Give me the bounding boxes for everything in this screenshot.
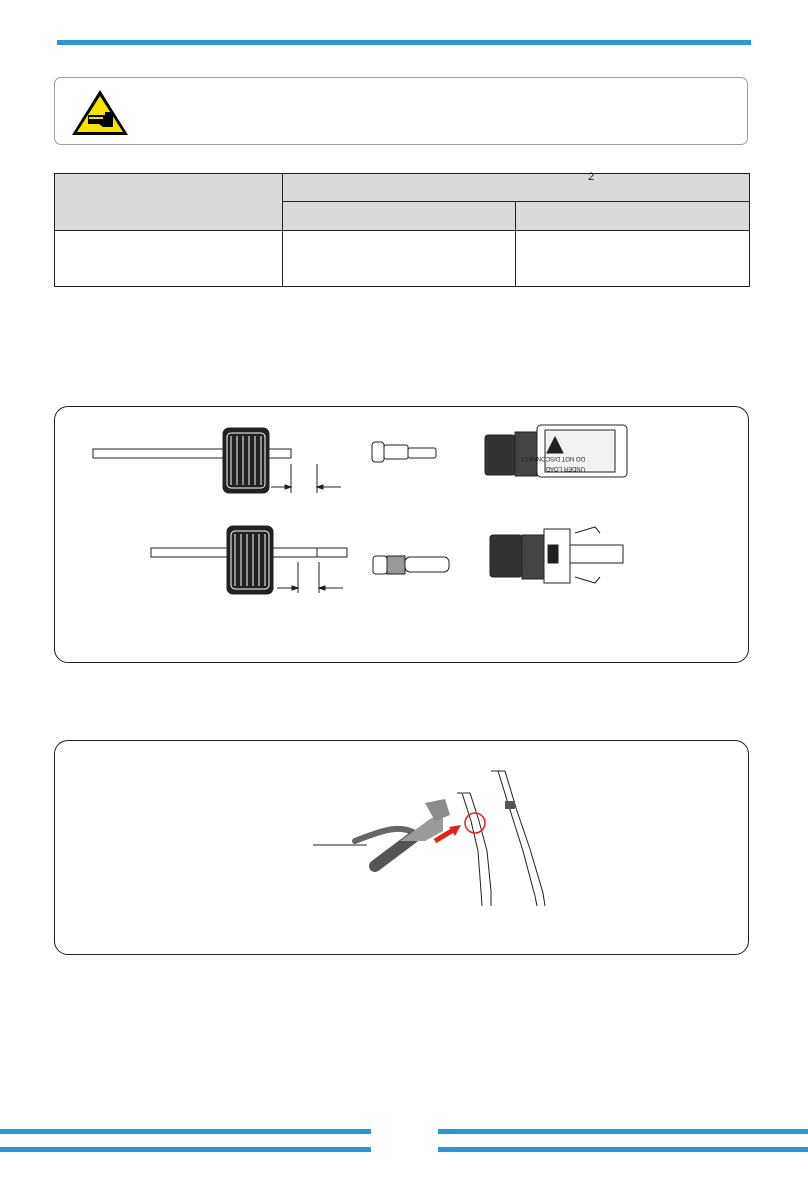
- table-header-cross-section: [283, 171, 750, 202]
- connector-assembly-figure: [54, 406, 749, 663]
- bottom-rule-right-2: [438, 1147, 808, 1152]
- table-cell-cable: [55, 231, 283, 287]
- warning-hand-icon: [69, 87, 131, 137]
- top-rule: [57, 40, 751, 45]
- superscript-two: 2: [588, 171, 595, 183]
- crimping-diagram: [55, 741, 750, 956]
- table-cell-range-value: [283, 231, 516, 287]
- notice-box: [54, 77, 748, 145]
- table-header-recommended: [516, 202, 750, 231]
- cable-spec-table: [54, 173, 750, 287]
- connector-imprint-1: DO NOT DISCONNECT: [520, 455, 585, 461]
- bottom-rule-right-1: [438, 1129, 808, 1134]
- table-header-range: [283, 202, 516, 231]
- connector-diagram: [55, 407, 750, 664]
- connector-imprint-2: UNDER LOAD: [545, 465, 585, 471]
- table-cell-recommended-value: [516, 231, 750, 287]
- table-header-cable-type: [55, 174, 283, 231]
- crimping-figure: [54, 740, 749, 955]
- bottom-rule-left-2: [0, 1147, 371, 1152]
- bottom-rule-left-1: [0, 1129, 371, 1134]
